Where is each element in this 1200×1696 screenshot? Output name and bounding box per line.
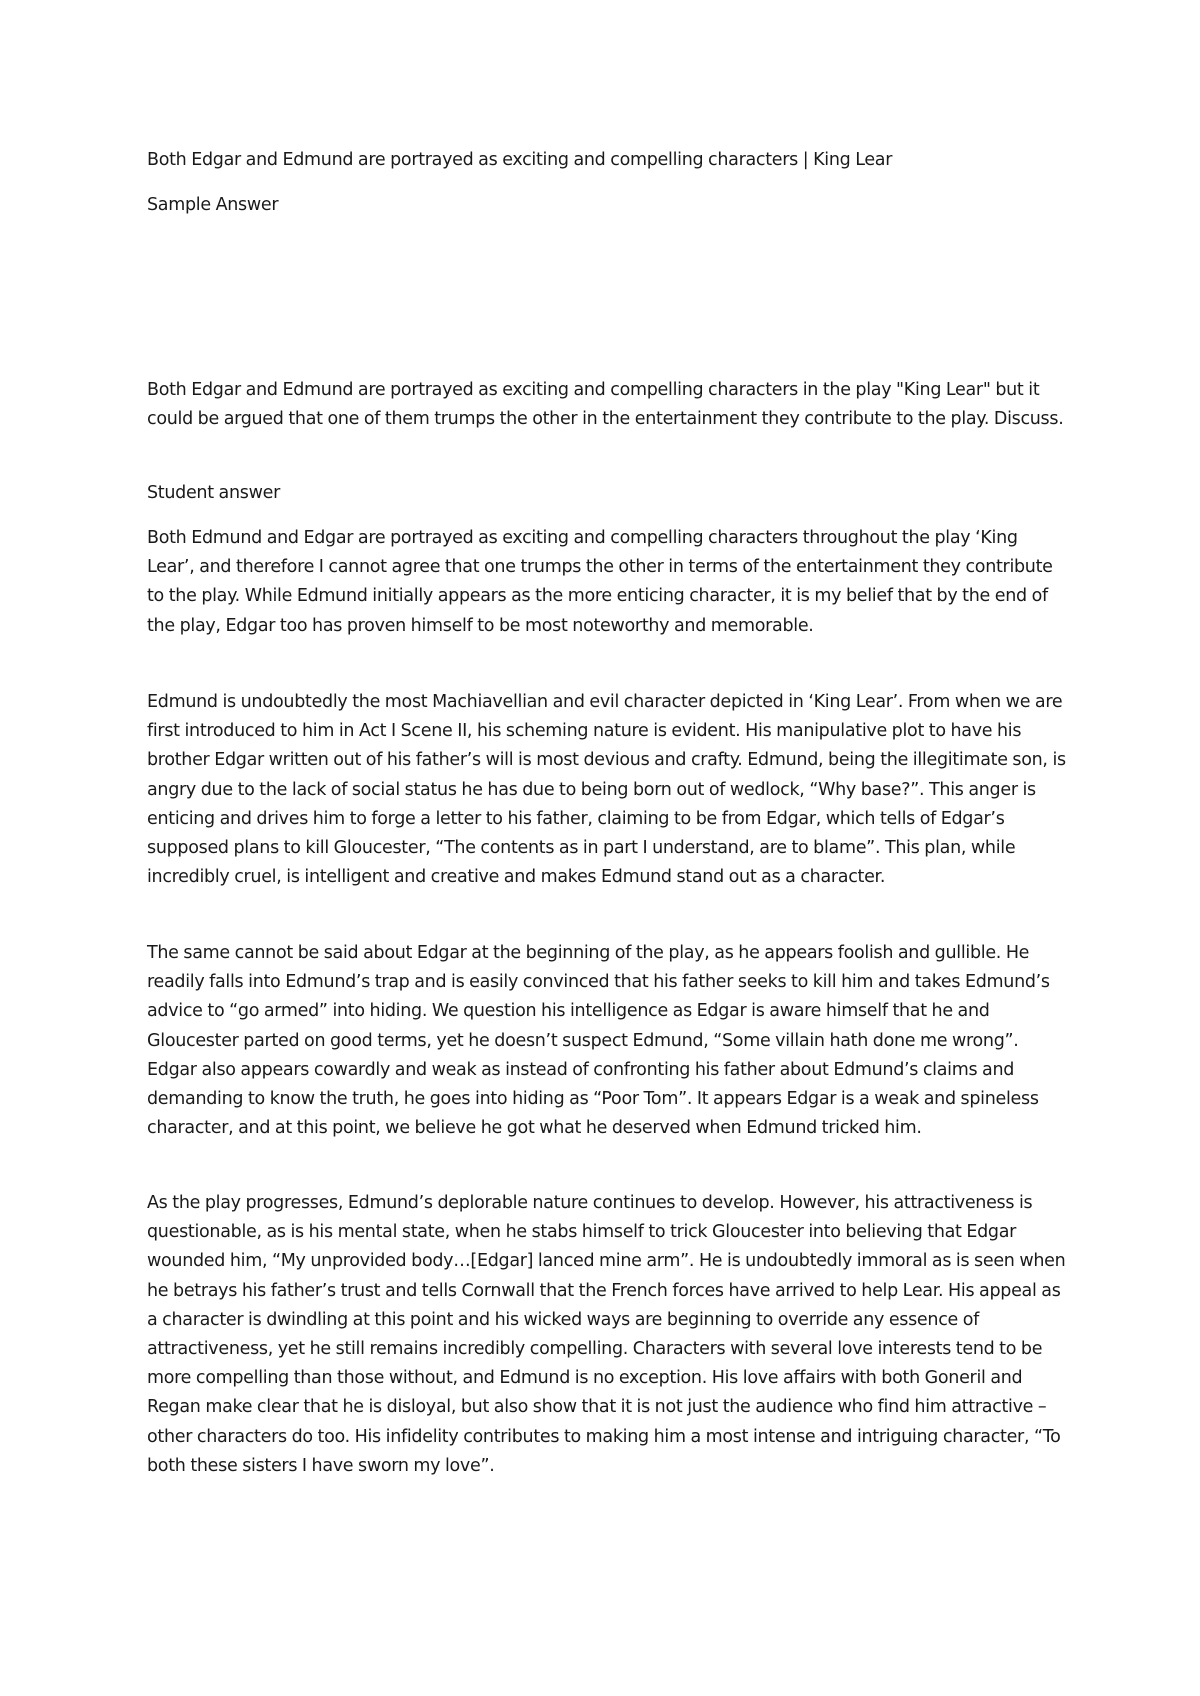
answer-paragraph: As the play progresses, Edmund’s deplorable nature continues to develop. However, his attractiveness is questionable, as is his mental state, when he stabs himself to trick Gloucester into believing that Edgar wounded him, “My unprovided body…[Edgar] lanced mine arm”. He is undoubtedly immoral as is seen when he betrays his father’s trust and tells Cornwall that the French forces have arrived to help Lear. His appeal as a character is dwindling at this point and his wicked ways are beginning to override any essence of attractiveness, yet he still remains incredibly compelling. Characters with several love interests tend to be more compelling than those without, and Edmund is no exception. His love affairs with both Goneril and Regan make clear that he is disloyal, but also show that it is not just the audience who find him attractive – other characters do too. His infidelity contributes to making him a most intense and intriguing character, “To both these sisters I have sworn my love”.: [147, 1193, 1066, 1476]
answer-paragraph: Both Edmund and Edgar are portrayed as exciting and compelling characters throughout the play ‘King Lear’, and therefore I cannot agree that one trumps the other in terms of the entertainment they contribute to the play. While Edmund initially appears as the more enticing character, it is my belief that by the end of the play, Edgar too has proven himself to be most noteworthy and memorable.: [147, 528, 1053, 636]
answer-heading: Student answer: [147, 483, 280, 503]
essay-question: Both Edgar and Edmund are portrayed as exciting and compelling characters in the play "King Lear" but it could be argued that one of them trumps the other in the entertainment they contribute to the play. Discuss.: [147, 380, 1064, 430]
document-title: Both Edgar and Edmund are portrayed as exciting and compelling characters | King Lear: [147, 150, 893, 170]
answer-paragraph: Edmund is undoubtedly the most Machiavellian and evil character depicted in ‘King Lear’. From when we are first introduced to him in Act I Scene II, his scheming nature is evident. His manipulative plot to have his brother Edgar written out of his father’s will is most devious and crafty. Edmund, being the illegitimate son, is angry due to the lack of social status he has due to being born out of wedlock, “Why base?”. This anger is enticing and drives him to forge a letter to his father, claiming to be from Edgar, which tells of Edgar’s supposed plans to kill Gloucester, “The contents as in part I understand, are to blame”. This plan, while incredibly cruel, is intelligent and creative and makes Edmund stand out as a character.: [147, 692, 1066, 888]
answer-paragraph: The same cannot be said about Edgar at the beginning of the play, as he appears foolish and gullible. He readily falls into Edmund’s trap and is easily convinced that his father seeks to kill him and takes Edmund’s advice to “go armed” into hiding. We question his intelligence as Edgar is aware himself that he and Gloucester parted on good terms, yet he doesn’t suspect Edmund, “Some villain hath done me wrong”. Edgar also appears cowardly and weak as instead of confronting his father about Edmund’s claims and demanding to know the truth, he goes into hiding as “Poor Tom”. It appears Edgar is a weak and spineless character, and at this point, we believe he got what he deserved when Edmund tricked him.: [147, 943, 1050, 1139]
document-subtitle: Sample Answer: [147, 195, 279, 215]
